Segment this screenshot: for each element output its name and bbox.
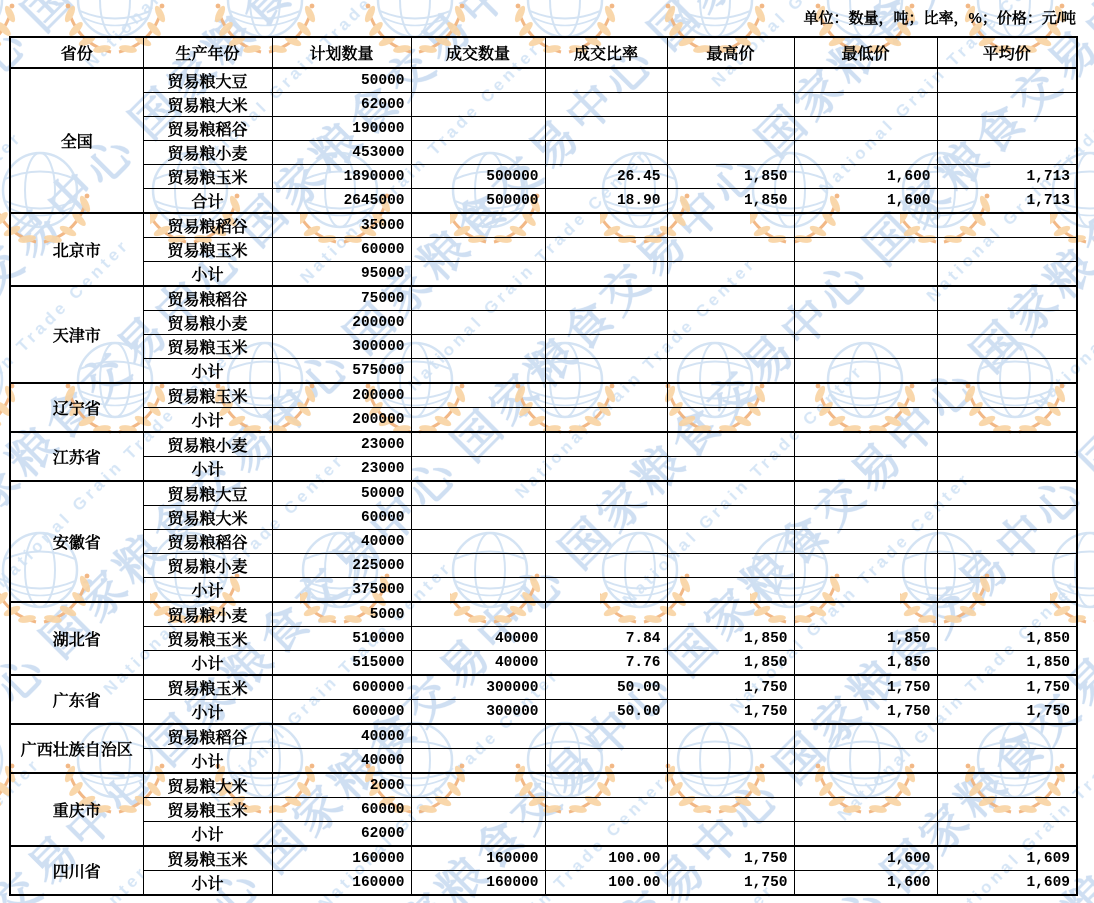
average-price-cell: 1,713 xyxy=(937,189,1077,214)
average-price-cell xyxy=(937,335,1077,359)
average-price-cell xyxy=(937,749,1077,774)
lowest-price-cell xyxy=(794,602,937,627)
average-price-cell xyxy=(937,773,1077,798)
variety-cell: 贸易粮稻谷 xyxy=(143,724,272,749)
table-row xyxy=(10,846,1077,871)
variety-cell: 贸易粮大豆 xyxy=(143,68,272,93)
deal-quantity-cell xyxy=(411,724,545,749)
lowest-price-cell: 1,750 xyxy=(794,700,937,725)
planned-quantity-cell: 600000 xyxy=(272,700,411,725)
variety-cell: 小计 xyxy=(143,359,272,384)
average-price-cell: 1,609 xyxy=(937,846,1077,871)
deal-ratio-cell xyxy=(545,481,667,506)
variety-cell: 贸易粮稻谷 xyxy=(143,530,272,554)
planned-quantity-cell: 35000 xyxy=(272,213,411,238)
variety-cell: 小计 xyxy=(143,700,272,725)
deal-ratio-cell xyxy=(545,578,667,603)
lowest-price-cell xyxy=(794,262,937,287)
deal-ratio-cell xyxy=(545,822,667,847)
highest-price-cell xyxy=(667,578,794,603)
deal-quantity-cell xyxy=(411,822,545,847)
lowest-price-cell xyxy=(794,554,937,578)
deal-quantity-cell xyxy=(411,773,545,798)
lowest-price-cell xyxy=(794,408,937,433)
planned-quantity-cell: 50000 xyxy=(272,68,411,93)
lowest-price-cell xyxy=(794,117,937,141)
highest-price-cell xyxy=(667,262,794,287)
table-row xyxy=(10,481,1077,506)
highest-price-cell xyxy=(667,213,794,238)
table-body xyxy=(10,68,1077,895)
deal-ratio-cell xyxy=(545,506,667,530)
planned-quantity-cell: 60000 xyxy=(272,798,411,822)
deal-quantity-cell xyxy=(411,117,545,141)
province-cell: 重庆市 xyxy=(10,773,143,846)
grain-auction-results-table xyxy=(9,36,1078,896)
deal-quantity-cell: 40000 xyxy=(411,627,545,651)
average-price-cell xyxy=(937,262,1077,287)
average-price-cell xyxy=(937,408,1077,433)
deal-quantity-cell xyxy=(411,481,545,506)
deal-quantity-cell xyxy=(411,554,545,578)
highest-price-cell: 1,850 xyxy=(667,651,794,676)
average-price-cell: 1,609 xyxy=(937,871,1077,896)
variety-cell: 贸易粮小麦 xyxy=(143,432,272,457)
planned-quantity-cell: 75000 xyxy=(272,286,411,311)
table-row xyxy=(10,724,1077,749)
highest-price-cell: 1,750 xyxy=(667,700,794,725)
lowest-price-cell xyxy=(794,749,937,774)
deal-quantity-cell xyxy=(411,749,545,774)
variety-cell: 贸易粮大米 xyxy=(143,773,272,798)
planned-quantity-cell: 510000 xyxy=(272,627,411,651)
deal-quantity-cell xyxy=(411,578,545,603)
lowest-price-cell xyxy=(794,383,937,408)
table-row xyxy=(10,213,1077,238)
province-cell: 四川省 xyxy=(10,846,143,895)
average-price-cell xyxy=(937,554,1077,578)
table-row xyxy=(10,432,1077,457)
highest-price-cell xyxy=(667,432,794,457)
deal-quantity-cell xyxy=(411,530,545,554)
table-row xyxy=(10,627,1077,651)
highest-price-cell xyxy=(667,117,794,141)
variety-cell: 贸易粮稻谷 xyxy=(143,117,272,141)
table-row xyxy=(10,238,1077,262)
table-row xyxy=(10,408,1077,433)
planned-quantity-cell: 60000 xyxy=(272,506,411,530)
table-row xyxy=(10,189,1077,214)
province-cell: 北京市 xyxy=(10,213,143,286)
deal-quantity-cell xyxy=(411,506,545,530)
lowest-price-cell xyxy=(794,311,937,335)
deal-quantity-cell xyxy=(411,262,545,287)
deal-quantity-cell xyxy=(411,68,545,93)
average-price-cell xyxy=(937,798,1077,822)
variety-cell: 小计 xyxy=(143,408,272,433)
average-price-cell: 1,750 xyxy=(937,675,1077,700)
average-price-cell: 1,750 xyxy=(937,700,1077,725)
table-row xyxy=(10,675,1077,700)
column-header-province: 省份 xyxy=(10,37,143,68)
planned-quantity-cell: 40000 xyxy=(272,724,411,749)
deal-ratio-cell xyxy=(545,383,667,408)
variety-cell: 贸易粮大米 xyxy=(143,506,272,530)
province-cell: 广东省 xyxy=(10,675,143,724)
lowest-price-cell: 1,600 xyxy=(794,846,937,871)
deal-ratio-cell xyxy=(545,359,667,384)
table-row xyxy=(10,700,1077,725)
table-row xyxy=(10,141,1077,165)
planned-quantity-cell: 190000 xyxy=(272,117,411,141)
lowest-price-cell xyxy=(794,530,937,554)
lowest-price-cell xyxy=(794,773,937,798)
deal-ratio-cell xyxy=(545,93,667,117)
planned-quantity-cell: 300000 xyxy=(272,335,411,359)
lowest-price-cell xyxy=(794,481,937,506)
deal-ratio-cell xyxy=(545,335,667,359)
table-header xyxy=(10,37,1077,68)
highest-price-cell xyxy=(667,530,794,554)
deal-quantity-cell xyxy=(411,213,545,238)
highest-price-cell xyxy=(667,408,794,433)
variety-cell: 贸易粮大米 xyxy=(143,93,272,117)
average-price-cell xyxy=(937,117,1077,141)
deal-quantity-cell: 300000 xyxy=(411,675,545,700)
planned-quantity-cell: 95000 xyxy=(272,262,411,287)
lowest-price-cell xyxy=(794,724,937,749)
average-price-cell xyxy=(937,578,1077,603)
average-price-cell xyxy=(937,383,1077,408)
deal-ratio-cell xyxy=(545,602,667,627)
lowest-price-cell: 1,750 xyxy=(794,675,937,700)
highest-price-cell xyxy=(667,311,794,335)
variety-cell: 小计 xyxy=(143,578,272,603)
table-row xyxy=(10,311,1077,335)
average-price-cell xyxy=(937,457,1077,482)
deal-quantity-cell: 160000 xyxy=(411,846,545,871)
planned-quantity-cell: 62000 xyxy=(272,822,411,847)
variety-cell: 贸易粮玉米 xyxy=(143,238,272,262)
variety-cell: 小计 xyxy=(143,871,272,896)
column-header-deal-quantity: 成交数量 xyxy=(411,37,545,68)
province-cell: 全国 xyxy=(10,68,143,213)
table-row xyxy=(10,93,1077,117)
deal-quantity-cell xyxy=(411,457,545,482)
lowest-price-cell xyxy=(794,286,937,311)
lowest-price-cell xyxy=(794,432,937,457)
average-price-cell xyxy=(937,822,1077,847)
planned-quantity-cell: 160000 xyxy=(272,871,411,896)
table-row xyxy=(10,798,1077,822)
table-row xyxy=(10,554,1077,578)
table-row xyxy=(10,871,1077,896)
planned-quantity-cell: 160000 xyxy=(272,846,411,871)
province-cell: 江苏省 xyxy=(10,432,143,481)
deal-ratio-cell: 7.76 xyxy=(545,651,667,676)
lowest-price-cell: 1,600 xyxy=(794,871,937,896)
table-row xyxy=(10,530,1077,554)
average-price-cell xyxy=(937,311,1077,335)
lowest-price-cell xyxy=(794,141,937,165)
variety-cell: 小计 xyxy=(143,651,272,676)
variety-cell: 贸易粮小麦 xyxy=(143,554,272,578)
table-row xyxy=(10,165,1077,189)
planned-quantity-cell: 200000 xyxy=(272,383,411,408)
average-price-cell xyxy=(937,93,1077,117)
planned-quantity-cell: 575000 xyxy=(272,359,411,384)
variety-cell: 贸易粮玉米 xyxy=(143,335,272,359)
province-cell: 湖北省 xyxy=(10,602,143,675)
table-row xyxy=(10,651,1077,676)
planned-quantity-cell: 515000 xyxy=(272,651,411,676)
table-row xyxy=(10,506,1077,530)
variety-cell: 小计 xyxy=(143,262,272,287)
deal-quantity-cell: 500000 xyxy=(411,165,545,189)
deal-quantity-cell xyxy=(411,602,545,627)
planned-quantity-cell: 40000 xyxy=(272,749,411,774)
deal-quantity-cell xyxy=(411,141,545,165)
highest-price-cell xyxy=(667,724,794,749)
lowest-price-cell xyxy=(794,213,937,238)
highest-price-cell xyxy=(667,481,794,506)
average-price-cell xyxy=(937,602,1077,627)
deal-ratio-cell xyxy=(545,68,667,93)
average-price-cell xyxy=(937,481,1077,506)
planned-quantity-cell: 453000 xyxy=(272,141,411,165)
highest-price-cell xyxy=(667,798,794,822)
deal-ratio-cell xyxy=(545,286,667,311)
column-header-planned-quantity: 计划数量 xyxy=(272,37,411,68)
deal-quantity-cell xyxy=(411,311,545,335)
deal-ratio-cell xyxy=(545,238,667,262)
deal-ratio-cell: 100.00 xyxy=(545,846,667,871)
average-price-cell xyxy=(937,213,1077,238)
highest-price-cell xyxy=(667,68,794,93)
highest-price-cell xyxy=(667,822,794,847)
deal-ratio-cell xyxy=(545,773,667,798)
lowest-price-cell: 1,600 xyxy=(794,189,937,214)
table-header-row xyxy=(10,37,1077,68)
average-price-cell xyxy=(937,238,1077,262)
deal-quantity-cell: 40000 xyxy=(411,651,545,676)
planned-quantity-cell: 40000 xyxy=(272,530,411,554)
deal-ratio-cell xyxy=(545,408,667,433)
variety-cell: 贸易粮玉米 xyxy=(143,675,272,700)
deal-ratio-cell xyxy=(545,262,667,287)
variety-cell: 小计 xyxy=(143,822,272,847)
planned-quantity-cell: 2000 xyxy=(272,773,411,798)
average-price-cell xyxy=(937,724,1077,749)
highest-price-cell xyxy=(667,383,794,408)
variety-cell: 贸易粮稻谷 xyxy=(143,213,272,238)
table-row xyxy=(10,335,1077,359)
deal-ratio-cell xyxy=(545,554,667,578)
deal-ratio-cell xyxy=(545,213,667,238)
variety-cell: 合计 xyxy=(143,189,272,214)
table-row xyxy=(10,773,1077,798)
deal-quantity-cell: 500000 xyxy=(411,189,545,214)
average-price-cell xyxy=(937,432,1077,457)
highest-price-cell xyxy=(667,749,794,774)
lowest-price-cell: 1,850 xyxy=(794,627,937,651)
variety-cell: 小计 xyxy=(143,457,272,482)
average-price-cell xyxy=(937,286,1077,311)
variety-cell: 贸易粮小麦 xyxy=(143,311,272,335)
variety-cell: 贸易粮玉米 xyxy=(143,846,272,871)
highest-price-cell xyxy=(667,238,794,262)
planned-quantity-cell: 1890000 xyxy=(272,165,411,189)
deal-ratio-cell: 100.00 xyxy=(545,871,667,896)
deal-quantity-cell xyxy=(411,432,545,457)
deal-ratio-cell xyxy=(545,432,667,457)
deal-ratio-cell xyxy=(545,530,667,554)
deal-quantity-cell xyxy=(411,286,545,311)
table-row xyxy=(10,578,1077,603)
unit-note: 单位：数量，吨；比率，%；价格：元/吨 xyxy=(803,10,1076,27)
highest-price-cell xyxy=(667,457,794,482)
lowest-price-cell xyxy=(794,93,937,117)
highest-price-cell: 1,750 xyxy=(667,846,794,871)
average-price-cell xyxy=(937,359,1077,384)
variety-cell: 贸易粮玉米 xyxy=(143,165,272,189)
planned-quantity-cell: 200000 xyxy=(272,311,411,335)
lowest-price-cell xyxy=(794,335,937,359)
variety-cell: 贸易粮玉米 xyxy=(143,383,272,408)
deal-ratio-cell: 26.45 xyxy=(545,165,667,189)
lowest-price-cell xyxy=(794,822,937,847)
planned-quantity-cell: 62000 xyxy=(272,93,411,117)
average-price-cell xyxy=(937,141,1077,165)
average-price-cell xyxy=(937,530,1077,554)
deal-ratio-cell xyxy=(545,117,667,141)
planned-quantity-cell: 5000 xyxy=(272,602,411,627)
deal-quantity-cell xyxy=(411,383,545,408)
table-row xyxy=(10,262,1077,287)
average-price-cell: 1,713 xyxy=(937,165,1077,189)
lowest-price-cell xyxy=(794,238,937,262)
average-price-cell xyxy=(937,506,1077,530)
table-row xyxy=(10,68,1077,93)
variety-cell: 贸易粮稻谷 xyxy=(143,286,272,311)
highest-price-cell xyxy=(667,286,794,311)
variety-cell: 小计 xyxy=(143,749,272,774)
table-row xyxy=(10,383,1077,408)
highest-price-cell xyxy=(667,506,794,530)
province-cell: 辽宁省 xyxy=(10,383,143,432)
column-header-deal-ratio: 成交比率 xyxy=(545,37,667,68)
lowest-price-cell xyxy=(794,506,937,530)
deal-quantity-cell: 300000 xyxy=(411,700,545,725)
column-header-average-price: 平均价 xyxy=(937,37,1077,68)
variety-cell: 贸易粮小麦 xyxy=(143,602,272,627)
variety-cell: 贸易粮大豆 xyxy=(143,481,272,506)
planned-quantity-cell: 23000 xyxy=(272,432,411,457)
planned-quantity-cell: 375000 xyxy=(272,578,411,603)
deal-quantity-cell xyxy=(411,335,545,359)
table-row xyxy=(10,359,1077,384)
deal-ratio-cell: 50.00 xyxy=(545,675,667,700)
province-cell: 安徽省 xyxy=(10,481,143,602)
deal-quantity-cell xyxy=(411,798,545,822)
deal-ratio-cell: 18.90 xyxy=(545,189,667,214)
deal-ratio-cell: 50.00 xyxy=(545,700,667,725)
deal-ratio-cell xyxy=(545,798,667,822)
lowest-price-cell xyxy=(794,68,937,93)
planned-quantity-cell: 2645000 xyxy=(272,189,411,214)
planned-quantity-cell: 60000 xyxy=(272,238,411,262)
lowest-price-cell xyxy=(794,359,937,384)
deal-ratio-cell xyxy=(545,311,667,335)
highest-price-cell: 1,850 xyxy=(667,627,794,651)
column-header-highest-price: 最高价 xyxy=(667,37,794,68)
planned-quantity-cell: 600000 xyxy=(272,675,411,700)
deal-quantity-cell xyxy=(411,93,545,117)
deal-quantity-cell xyxy=(411,359,545,384)
average-price-cell: 1,850 xyxy=(937,651,1077,676)
highest-price-cell xyxy=(667,602,794,627)
deal-ratio-cell xyxy=(545,457,667,482)
highest-price-cell xyxy=(667,554,794,578)
table-row xyxy=(10,117,1077,141)
table-row xyxy=(10,602,1077,627)
column-header-production-year: 生产年份 xyxy=(143,37,272,68)
variety-cell: 贸易粮小麦 xyxy=(143,141,272,165)
lowest-price-cell: 1,850 xyxy=(794,651,937,676)
highest-price-cell xyxy=(667,359,794,384)
highest-price-cell: 1,750 xyxy=(667,675,794,700)
highest-price-cell: 1,850 xyxy=(667,189,794,214)
highest-price-cell xyxy=(667,141,794,165)
table-row xyxy=(10,457,1077,482)
planned-quantity-cell: 225000 xyxy=(272,554,411,578)
planned-quantity-cell: 200000 xyxy=(272,408,411,433)
planned-quantity-cell: 23000 xyxy=(272,457,411,482)
planned-quantity-cell: 50000 xyxy=(272,481,411,506)
highest-price-cell: 1,750 xyxy=(667,871,794,896)
highest-price-cell xyxy=(667,773,794,798)
deal-ratio-cell: 7.84 xyxy=(545,627,667,651)
province-cell: 天津市 xyxy=(10,286,143,383)
table-row xyxy=(10,749,1077,774)
deal-quantity-cell: 160000 xyxy=(411,871,545,896)
average-price-cell xyxy=(937,68,1077,93)
lowest-price-cell xyxy=(794,457,937,482)
table-row xyxy=(10,286,1077,311)
deal-ratio-cell xyxy=(545,749,667,774)
deal-ratio-cell xyxy=(545,141,667,165)
deal-quantity-cell xyxy=(411,238,545,262)
variety-cell: 贸易粮玉米 xyxy=(143,798,272,822)
highest-price-cell xyxy=(667,93,794,117)
deal-ratio-cell xyxy=(545,724,667,749)
lowest-price-cell xyxy=(794,798,937,822)
column-header-lowest-price: 最低价 xyxy=(794,37,937,68)
average-price-cell: 1,850 xyxy=(937,627,1077,651)
lowest-price-cell: 1,600 xyxy=(794,165,937,189)
highest-price-cell xyxy=(667,335,794,359)
table-row xyxy=(10,822,1077,847)
variety-cell: 贸易粮玉米 xyxy=(143,627,272,651)
lowest-price-cell xyxy=(794,578,937,603)
province-cell: 广西壮族自治区 xyxy=(10,724,143,773)
highest-price-cell: 1,850 xyxy=(667,165,794,189)
deal-quantity-cell xyxy=(411,408,545,433)
